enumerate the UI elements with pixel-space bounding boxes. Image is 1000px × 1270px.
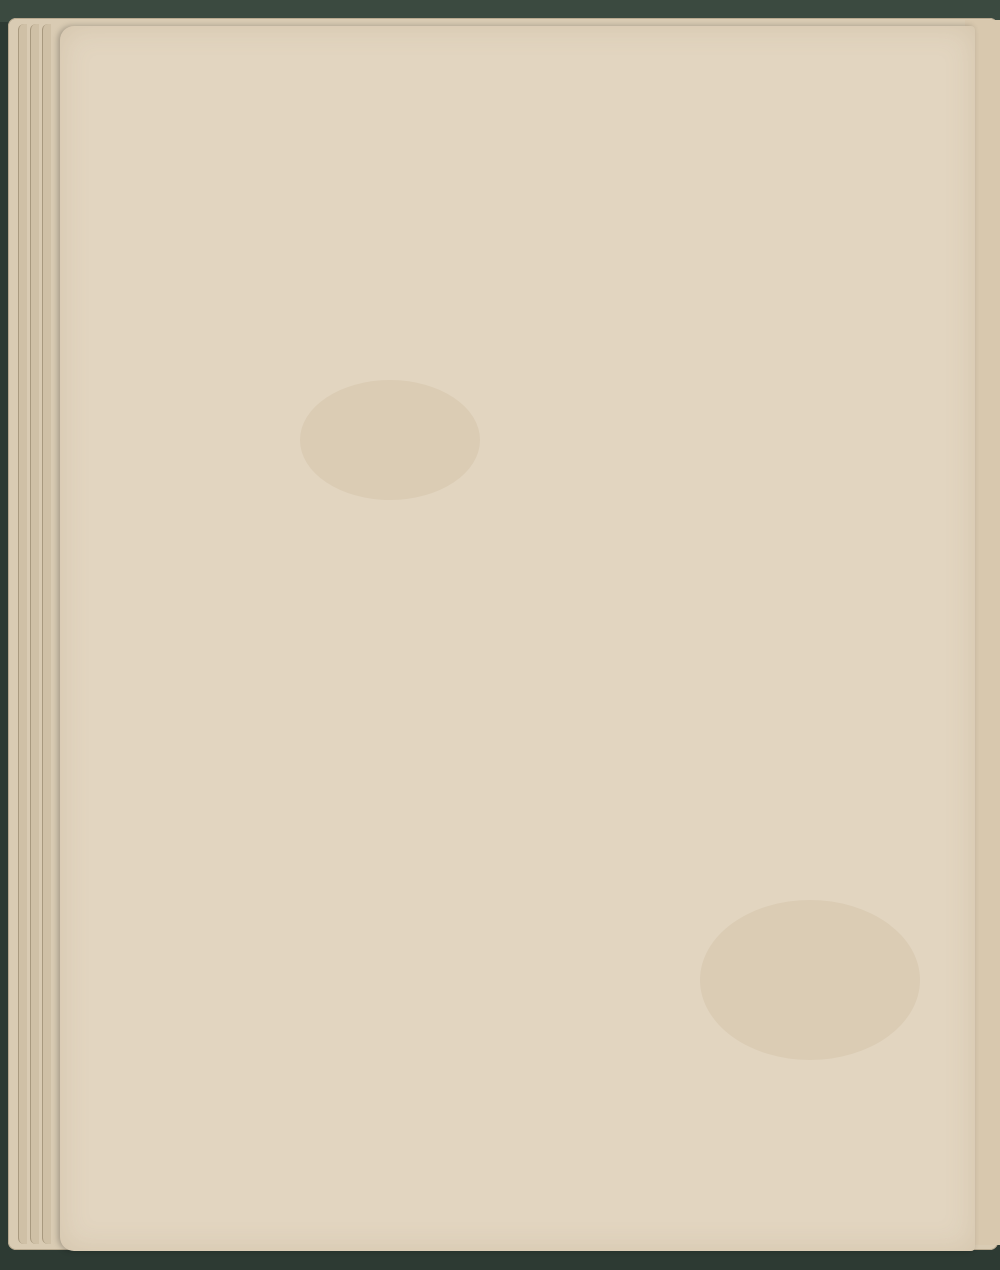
book-page [60,26,975,1251]
page-edge [30,24,39,1244]
paper-stain [700,900,920,1060]
page-edge [42,24,51,1244]
page-edge [18,24,27,1244]
paper-stain [300,380,480,500]
